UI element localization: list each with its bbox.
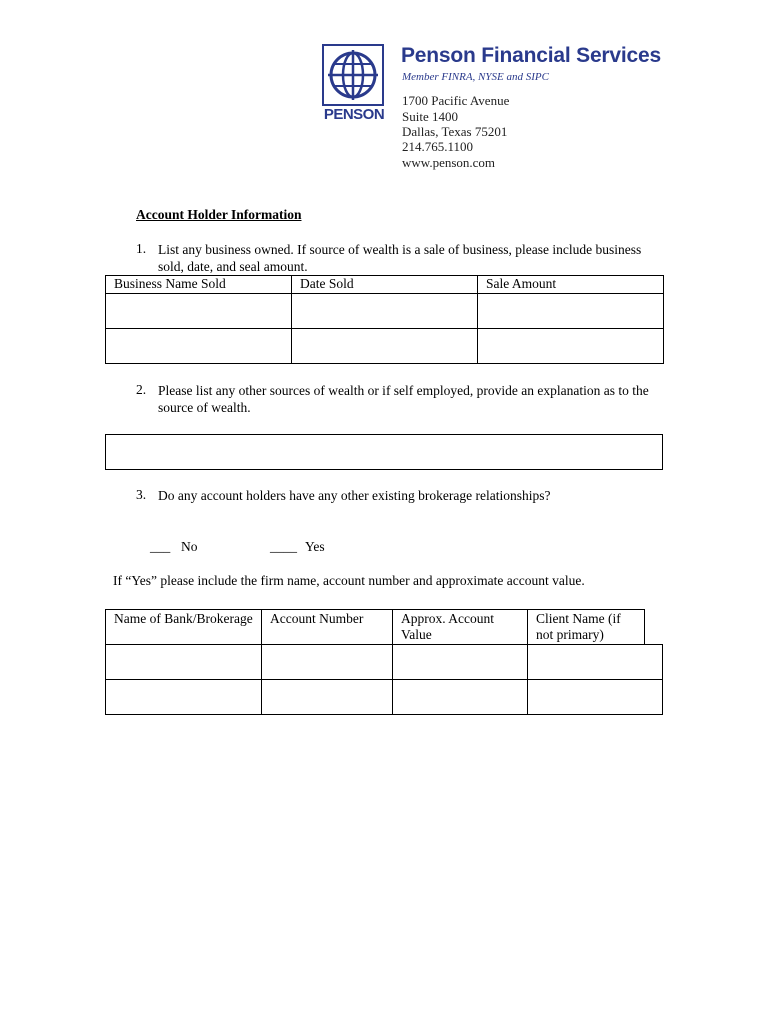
q3-cell-bank-name-2[interactable] <box>106 680 262 715</box>
q1-business-table <box>105 275 664 364</box>
address-line-city: Dallas, Texas 75201 <box>402 124 508 139</box>
q2-text: Please list any other sources of wealth or if self employed, provide an explanation as to the source of wealth. <box>158 383 649 415</box>
company-tagline: Member FINRA, NYSE and SIPC <box>402 71 549 83</box>
q3-no-blank[interactable]: ___ <box>150 539 171 554</box>
section-title: Account Holder Information <box>136 207 302 222</box>
q1-text: List any business owned. If source of wealth is a sale of business, please include business sold, date, and seal amount. <box>158 242 642 274</box>
q3-cell-account-number-2[interactable] <box>262 680 393 715</box>
q1-number: 1. <box>136 241 147 256</box>
address-line-phone: 214.765.1100 <box>402 139 474 154</box>
q3-header-bank-name: Name of Bank/Brokerage <box>106 610 262 645</box>
company-name: Penson Financial Services <box>401 44 661 67</box>
address-line-website: www.penson.com <box>402 155 496 170</box>
q3-header-account-number: Account Number <box>262 610 393 645</box>
q3-cell-bank-name-1[interactable] <box>106 645 262 680</box>
q1-header-sale-amount: Sale Amount <box>478 276 664 294</box>
q3-text: Do any account holders have any other existing brokerage relationships? <box>158 488 551 503</box>
q3-cell-account-value-2[interactable] <box>393 680 528 715</box>
q3-number: 3. <box>136 487 147 502</box>
q3-yes-blank[interactable]: ____ <box>270 539 297 554</box>
q1-cell-date-sold-2[interactable] <box>292 329 478 364</box>
q1-cell-date-sold-1[interactable] <box>292 294 478 329</box>
q1-header-business-name: Business Name Sold <box>106 276 292 294</box>
q3-no-label: No <box>181 539 198 554</box>
q3-yes-label: Yes <box>305 539 325 554</box>
q1-header-date-sold: Date Sold <box>292 276 478 294</box>
q3-brokerage-table-body <box>105 644 663 715</box>
q2-answer-box[interactable] <box>105 434 663 470</box>
q3-header-account-value: Approx. Account Value <box>393 610 528 645</box>
q1-cell-sale-amount-2[interactable] <box>478 329 664 364</box>
q3-followup-instructions: If “Yes” please include the firm name, account number and approximate account value. <box>113 573 585 588</box>
address-line-street: 1700 Pacific Avenue <box>402 93 510 108</box>
address-line-suite: Suite 1400 <box>402 109 458 124</box>
q2-number: 2. <box>136 382 147 397</box>
q1-cell-sale-amount-1[interactable] <box>478 294 664 329</box>
logo-globe-icon <box>322 44 384 106</box>
q3-cell-account-value-1[interactable] <box>393 645 528 680</box>
logo-wordmark: PENSON <box>323 106 385 123</box>
q3-header-client-name: Client Name (if not primary) <box>528 610 645 645</box>
q3-cell-client-name-1[interactable] <box>528 645 663 680</box>
q1-cell-business-name-2[interactable] <box>106 329 292 364</box>
q3-cell-client-name-2[interactable] <box>528 680 663 715</box>
q3-cell-account-number-1[interactable] <box>262 645 393 680</box>
q1-cell-business-name-1[interactable] <box>106 294 292 329</box>
q3-brokerage-table-header <box>105 609 645 645</box>
